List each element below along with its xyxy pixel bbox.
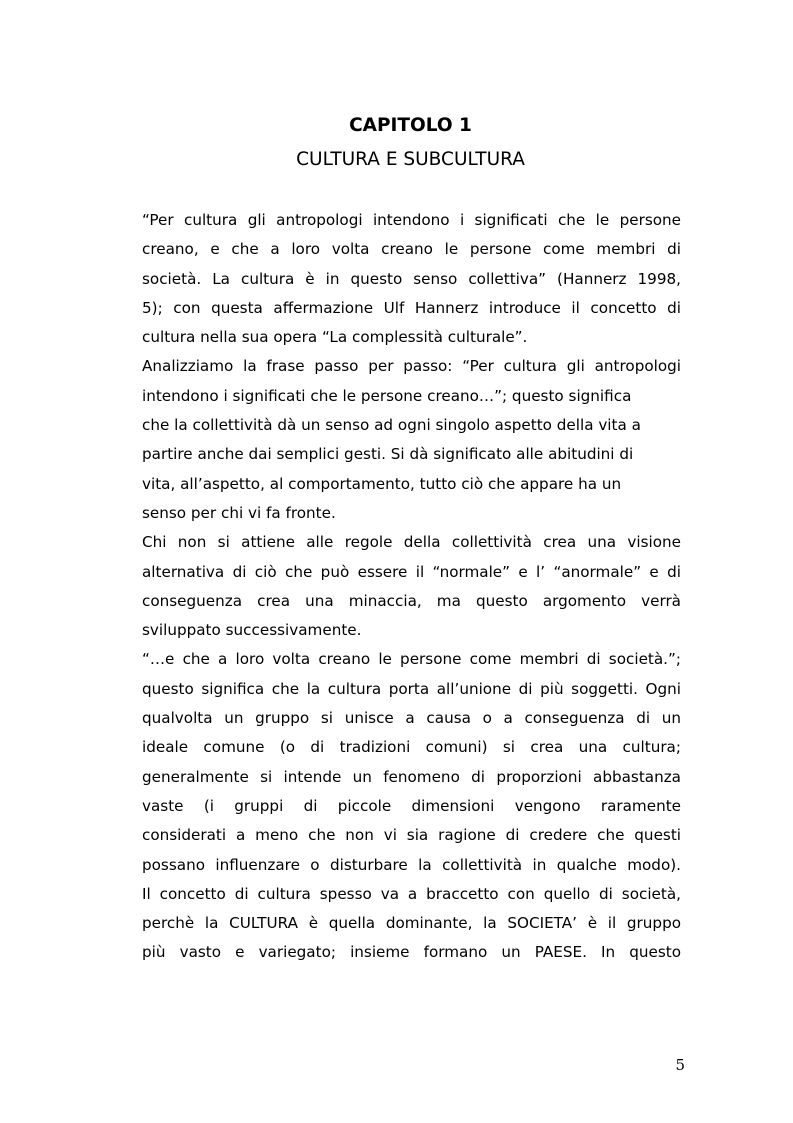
chapter-title: CULTURA E SUBCULTURA — [296, 149, 525, 170]
body-text-line: creano, e che a loro volta creano le persone come membri di — [142, 240, 681, 259]
body-text-line: Chi non si attiene alle regole della collettività crea una visione — [142, 533, 681, 552]
body-text-line: considerati a meno che non vi sia ragione di credere che questi — [142, 826, 681, 845]
body-text-line: cultura nella sua opera “La complessità culturale”. — [142, 328, 528, 347]
body-text — [142, 206, 681, 968]
body-text-line: questo significa che la cultura porta all’unione di più soggetti. Ogni — [142, 679, 681, 698]
body-text-line: generalmente si intende un fenomeno di proporzioni abbastanza — [142, 767, 681, 786]
body-text-line: più vasto e variegato; insieme formano un PAESE. In questo — [142, 943, 681, 962]
body-text-line: ideale comune (o di tradizioni comuni) si crea una cultura; — [142, 738, 681, 757]
body-text-line: 5); con questa affermazione Ulf Hannerz introduce il concetto di — [142, 298, 681, 317]
body-text-line: Il concetto di cultura spesso va a braccetto con quello di società, — [142, 884, 681, 903]
body-text-line: società. La cultura è in questo senso collettiva” (Hannerz 1998, — [142, 269, 681, 288]
body-text-line: possano influenzare o disturbare la collettività in qualche modo). — [142, 855, 681, 874]
body-text-line: qualvolta un gruppo si unisce a causa o a conseguenza di un — [142, 709, 681, 728]
body-text-line: perchè la CULTURA è quella dominante, la SOCIETA’ è il gruppo — [142, 914, 681, 933]
body-text-line: “Per cultura gli antropologi intendono i significati che le persone — [142, 211, 681, 229]
body-text-line: senso per chi vi fa fronte. — [142, 503, 336, 522]
body-text-line: Analizziamo la frase passo per passo: “Per cultura gli antropologi — [142, 357, 681, 376]
body-text-line: conseguenza crea una minaccia, ma questo argomento verrà — [142, 591, 681, 610]
body-text-line: vita, all’aspetto, al comportamento, tutto ciò che appare ha un — [142, 474, 622, 493]
body-text-line: “…e che a loro volta creano le persone come membri di società.”; — [142, 650, 681, 669]
page-number: 5 — [675, 1056, 685, 1074]
body-text-line: che la collettività dà un senso ad ogni singolo aspetto della vita a — [142, 416, 641, 435]
body-text-line: vaste (i gruppi di piccole dimensioni vengono raramente — [142, 796, 681, 815]
chapter-number: CAPITOLO 1 — [349, 115, 472, 136]
body-text-line: intendono i significati che le persone creano…”; questo significa — [142, 386, 632, 405]
body-text-line: alternativa di ciò che può essere il “normale” e l’ “anormale” e di — [142, 562, 681, 581]
body-text-line: partire anche dai semplici gesti. Si dà significato alle abitudini di — [142, 445, 634, 464]
body-text-line: sviluppato successivamente. — [142, 621, 362, 640]
